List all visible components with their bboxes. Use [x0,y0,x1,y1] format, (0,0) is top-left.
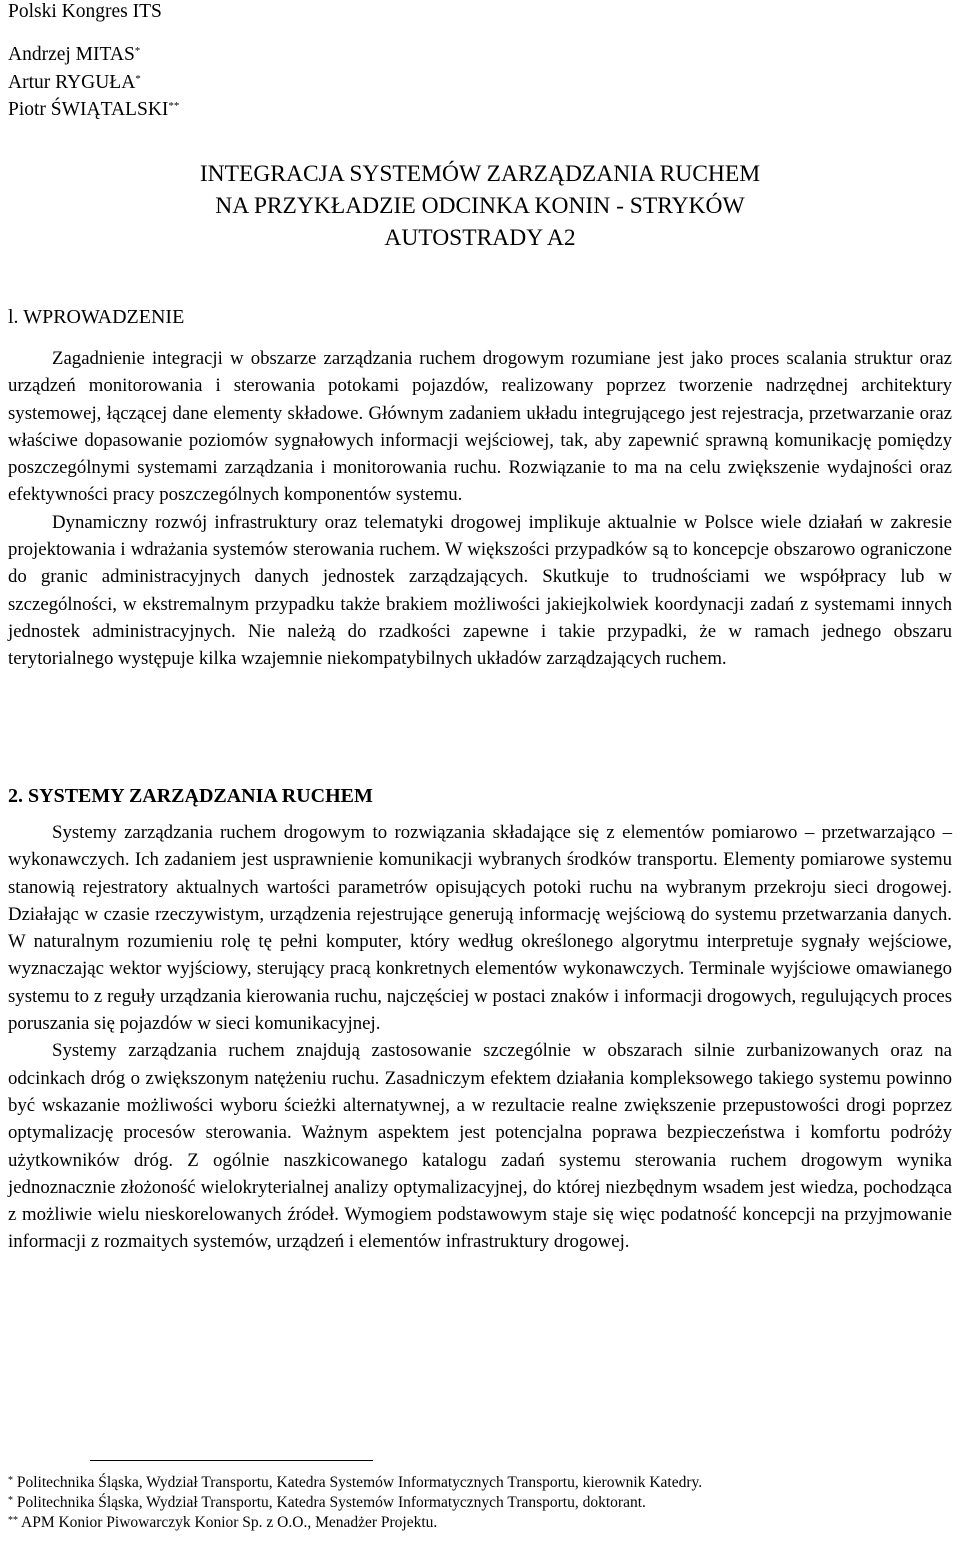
footnotes [8,1473,702,1533]
footnote-2 [8,1493,702,1513]
author-affiliation-mark: * [135,72,141,85]
footnote-text: Politechnika Śląska, Wydział Transportu, Katedra Systemów Informatycznych Transportu, kierownik Katedry. [13,1474,703,1491]
running-header: Polski Kongres ITS [8,1,162,22]
footnote-3 [8,1513,702,1533]
author-name: Piotr ŚWIĄTALSKI [8,99,169,120]
footnote-1 [8,1473,702,1493]
author-1 [8,41,179,69]
footnote-divider [90,1460,373,1461]
author-name: Andrzej MITAS [8,44,135,65]
author-list [8,41,179,124]
section-2-heading: 2. SYSTEMY ZARZĄDZANIA RUCHEM [8,785,373,807]
section-2-body [8,819,952,1256]
paragraph: Zagadnienie integracji w obszarze zarządzania ruchem drogowym rozumiane jest jako proces scalania struktur oraz urządzeń monitorowania i sterowania potokami pojazdów, realizowany poprzez tworzenie nadrzędnej architektury systemowej, łączącej dane elementy składowe. Głównym zadaniem układu integrującego jest rejestracja, przetwarzanie oraz właściwe dopasowanie poziomów sygnałowych informacji wejściowej, tak, aby zapewnić sprawną komunikację pomiędzy poszczególnymi systemami zarządzania i monitorowania ruchu. Rozwiązanie to ma na celu zwiększenie wydajności oraz efektywności pracy poszczególnych komponentów systemu. [8,348,952,506]
paragraph: Systemy zarządzania ruchem drogowym to rozwiązania składające się z elementów pomiarowo – przetwarzająco – wykonawczych. Ich zadaniem jest usprawnienie komunikacji wybranych środków transportu. Elementy pomiarowe systemu stanowią rejestratory aktualnych wartości parametrów opisujących potoki ruchu na wybranym przekroju sieci drogowej. Działając w czasie rzeczywistym, urządzenia rejestrujące generują informację wejściową do systemu przetwarzania danych. W naturalnym rozumieniu rolę tę pełni komputer, który według określonego algorytmu interpretuje sygnały wejściowe, wyznaczając wektor wyjściowy, sterujący pracą konkretnych elementów wykonawczych. Terminale wyjściowe omawianego systemu to z reguły urządzania kierowania ruchu, najczęściej w postaci znaków i informacji drogowych, regulujących proces poruszania się pojazdów w sieci komunikacyjnej. [8,822,952,1035]
section-1-body [8,345,952,673]
author-3 [8,96,179,124]
footnote-mark: * [8,1475,13,1486]
footnote-mark: * [8,1495,13,1506]
author-name: Artur RYGUŁA [8,71,136,93]
title-line-3: AUTOSTRADY A2 [384,225,576,251]
title-line-1: INTEGRACJA SYSTEMÓW ZARZĄDZANIA RUCHEM [199,161,761,187]
footnote-mark: ** [8,1515,18,1526]
footnote-text: Politechnika Śląska, Wydział Transportu, Katedra Systemów Informatycznych Transportu, doktorant. [13,1494,646,1511]
author-affiliation-mark: ** [168,100,180,112]
paper-title [90,158,870,254]
title-line-2: NA PRZYKŁADZIE ODCINKA KONIN - STRYKÓW [215,193,745,219]
paragraph: Dynamiczny rozwój infrastruktury oraz telematyki drogowej implikuje aktualnie w Polsce wiele działań w zakresie projektowania i wdrażania systemów sterowania ruchem. W większości przypadków są to koncepcje obszarowo ograniczone do granic administracyjnych danych jednostek zarządzających. Skutkuje to trudnościami we współpracy lub w szczególności, w ekstremalnym przypadku także brakiem możliwości jakiejkolwiek koordynacji zadań z systemami innych jednostek administracyjnych. Nie należą do rzadkości zapewne i takie przypadki, że w ramach jednego obszaru terytorialnego występuje kilka wzajemnie niekompatybilnych układów zarządzających ruchem. [8,511,952,670]
author-affiliation-mark: * [134,45,141,57]
section-1-heading: l. WPROWADZENIE [8,306,185,328]
footnote-text: APM Konior Piwowarczyk Konior Sp. z O.O., Menadżer Projektu. [18,1514,438,1531]
author-2 [8,69,179,97]
paragraph: Systemy zarządzania ruchem znajdują zastosowanie szczególnie w obszarach silnie zurbanizowanych oraz na odcinkach dróg o zwiększonym natężeniu ruchu. Zasadniczym efektem działania kompleksowego takiego systemu powinno być wskazanie możliwości wyboru ścieżki alternatywnej, a w rezultacie realne zwiększenie przepustowości drogi poprzez optymalizację procesów sterowania. Ważnym aspektem jest potencjalna poprawa bezpieczeństwa i komfortu podróży użytkowników dróg. Z ogólnie naszkicowanego katalogu zadań systemu sterowania ruchem drogowym wynika jednoznacznie złożoność wielokryterialnej analizy optymalizacyjnej, do której niezbędnym wsadem jest wiedza, pochodząca z możliwie wielu nieskorelowanych źródeł. Wymogiem podstawowym staje się więc podatność koncepcji na przyjmowanie informacji z rozmaitych systemów, urządzeń i elementów infrastruktury drogowej. [8,1040,952,1253]
